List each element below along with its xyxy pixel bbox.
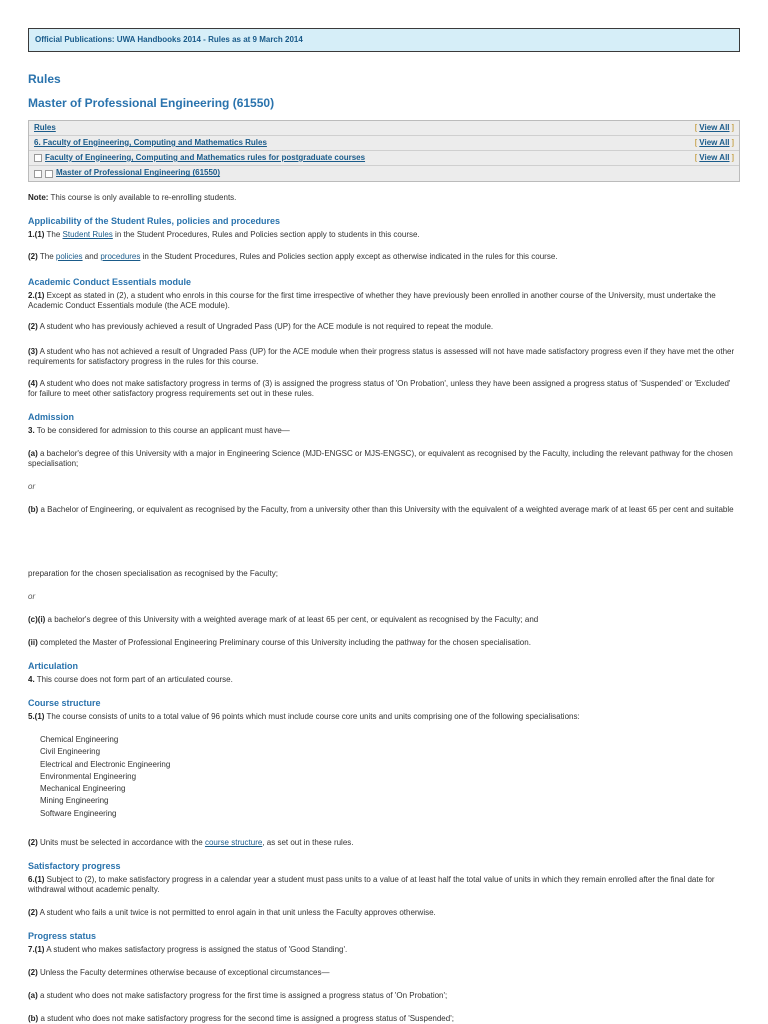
list-item: Mechanical Engineering: [40, 784, 126, 794]
rule-7-2: (2) Unless the Faculty determines otherwise because of exceptional circumstances—: [28, 968, 330, 977]
rule-6-1: 6.(1) Subject to (2), to make satisfactory progress in a calendar year a student must pass units to a value of at least half the total value of units in which they remain enrolled after the final date for withdrawal without academic penalty.: [28, 875, 715, 895]
rule-7-1: 7.(1) A student who makes satisfactory progress is assigned the status of 'Good Standing'.: [28, 945, 348, 954]
rule-2-2: (2) A student who has previously achieved a result of Ungraded Pass (UP) for the ACE module is not required to repeat the module.: [28, 322, 494, 331]
rule-2-3: (3) A student who has not achieved a result of Ungraded Pass (UP) for the ACE module when their progress status is assessed will not have made satisfactory progress even if they have met the other requirements for satisfactory progress in the rules for this course.: [28, 347, 735, 367]
breadcrumb-link-postgraduate[interactable]: Faculty of Engineering, Computing and Mathematics rules for postgraduate courses: [45, 152, 366, 162]
breadcrumb-row-rules: [29, 121, 739, 136]
section-heading-satisfactory-progress: Satisfactory progress: [28, 861, 121, 871]
breadcrumb-row-faculty-rules: [29, 136, 739, 151]
list-item: Electrical and Electronic Engineering: [40, 759, 171, 769]
rule-3-a: (a) a bachelor's degree of this University with a major in Engineering Science (MJD-ENGSC or MJS-ENGSC), or equivalent as recognised by the Faculty, including the relevant pathway for the chosen specialisation;: [28, 449, 733, 469]
section-heading-course-structure: Course structure: [28, 698, 101, 708]
list-item: Chemical Engineering: [40, 735, 119, 744]
student-rules-link[interactable]: Student Rules: [62, 230, 113, 239]
rule-2-4: (4) A student who does not make satisfactory progress in terms of (3) is assigned the progress status of 'On Probation', unless they have been assigned a progress status of 'Suspended' or 'Excluded' for failure to meet other satisfactory progress requirements set out in these rules.: [28, 379, 731, 399]
breadcrumb-link-course[interactable]: Master of Professional Engineering (61550): [56, 168, 221, 178]
section-heading-applicability: Applicability of the Student Rules, policies and procedures: [28, 216, 281, 226]
breadcrumb: [28, 120, 740, 182]
section-heading-admission: Admission: [28, 412, 75, 422]
breadcrumb-link-faculty-rules[interactable]: 6. Faculty of Engineering, Computing and Mathematics Rules: [34, 137, 267, 147]
rule-2-1: 2.(1) Except as stated in (2), a student who enrols in this course for the first time irrespective of whether they have previously been enrolled in another course of the University, must undertake the Academic Conduct Essentials module (the ACE module).: [28, 291, 716, 311]
tree-indent-icon: [34, 154, 42, 162]
list-item: Civil Engineering: [40, 747, 101, 757]
rule-4: 4. This course does not form part of an articulated course.: [28, 675, 233, 684]
tree-indent-icon: [45, 170, 53, 178]
breadcrumb-row-postgraduate: [29, 151, 739, 166]
tree-indent-icon: [34, 170, 42, 178]
or-separator: or: [28, 592, 36, 601]
specialisation-list: [40, 735, 170, 821]
rule-1-2: (2) The policies and procedures in the Student Procedures, Rules and Policies section apply except as otherwise indicated in the rules for this course.: [28, 252, 558, 261]
rule-7-a: (a) a student who does not make satisfactory progress for the first time is assigned a progress status of 'On Probation';: [28, 991, 448, 1000]
view-all-wrapper: [ View All ]: [694, 122, 734, 132]
rule-3-b-continued: preparation for the chosen specialisation as recognised by the Faculty;: [28, 569, 278, 578]
section-heading-articulation: Articulation: [28, 661, 79, 671]
view-all-wrapper: [ View All ]: [694, 152, 734, 162]
procedures-link[interactable]: procedures: [100, 252, 141, 261]
section-heading-ace: Academic Conduct Essentials module: [28, 277, 192, 287]
section-heading-progress-status: Progress status: [28, 931, 97, 941]
view-all-link[interactable]: View All: [699, 122, 730, 132]
policies-link[interactable]: policies: [55, 252, 83, 261]
breadcrumb-row-course: [29, 166, 739, 181]
list-item: Software Engineering: [40, 808, 117, 818]
view-all-link[interactable]: View All: [699, 152, 730, 162]
course-note: Note: This course is only available to re-enrolling students.: [28, 193, 237, 202]
view-all-wrapper: [ View All ]: [694, 137, 734, 147]
or-separator: or: [28, 482, 36, 491]
list-item: Mining Engineering: [40, 796, 109, 806]
list-item: Environmental Engineering: [40, 771, 137, 781]
rule-7-b: (b) a student who does not make satisfactory progress for the second time is assigned a progress status of 'Suspended';: [28, 1014, 454, 1023]
page-heading-rules: Rules: [28, 72, 61, 86]
rule-3-b: (b) a Bachelor of Engineering, or equivalent as recognised by the Faculty, from a university other than this University with the equivalent of a weighted average mark of at least 65 per cent and suitable: [28, 505, 734, 514]
view-all-link[interactable]: View All: [699, 137, 730, 147]
publication-banner: Official Publications: UWA Handbooks 2014 - Rules as at 9 March 2014: [28, 28, 740, 52]
rule-3-c-ii: (ii) completed the Master of Professional Engineering Preliminary course of this University including the pathway for the chosen specialisation.: [28, 638, 531, 647]
course-structure-link[interactable]: course structure: [204, 838, 263, 847]
rule-6-2: (2) A student who fails a unit twice is not permitted to enrol again in that unit unless the Faculty approves otherwise.: [28, 908, 436, 917]
rule-3: 3. To be considered for admission to this course an applicant must have—: [28, 426, 290, 435]
rule-3-c-i: (c)(i) a bachelor's degree of this University with a weighted average mark of at least 65 per cent, or equivalent as recognised by the Faculty; and: [28, 615, 539, 624]
rule-5-1: 5.(1) The course consists of units to a total value of 96 points which must include course core units and units comprising one of the following specialisations:: [28, 712, 580, 721]
rule-1-1: 1.(1) The Student Rules in the Student Procedures, Rules and Policies section apply to students in this course.: [28, 230, 420, 239]
page-title: Master of Professional Engineering (61550): [28, 96, 275, 110]
rule-5-2: (2) Units must be selected in accordance with the course structure, as set out in these rules.: [28, 838, 354, 847]
breadcrumb-link-rules[interactable]: Rules: [34, 122, 56, 132]
